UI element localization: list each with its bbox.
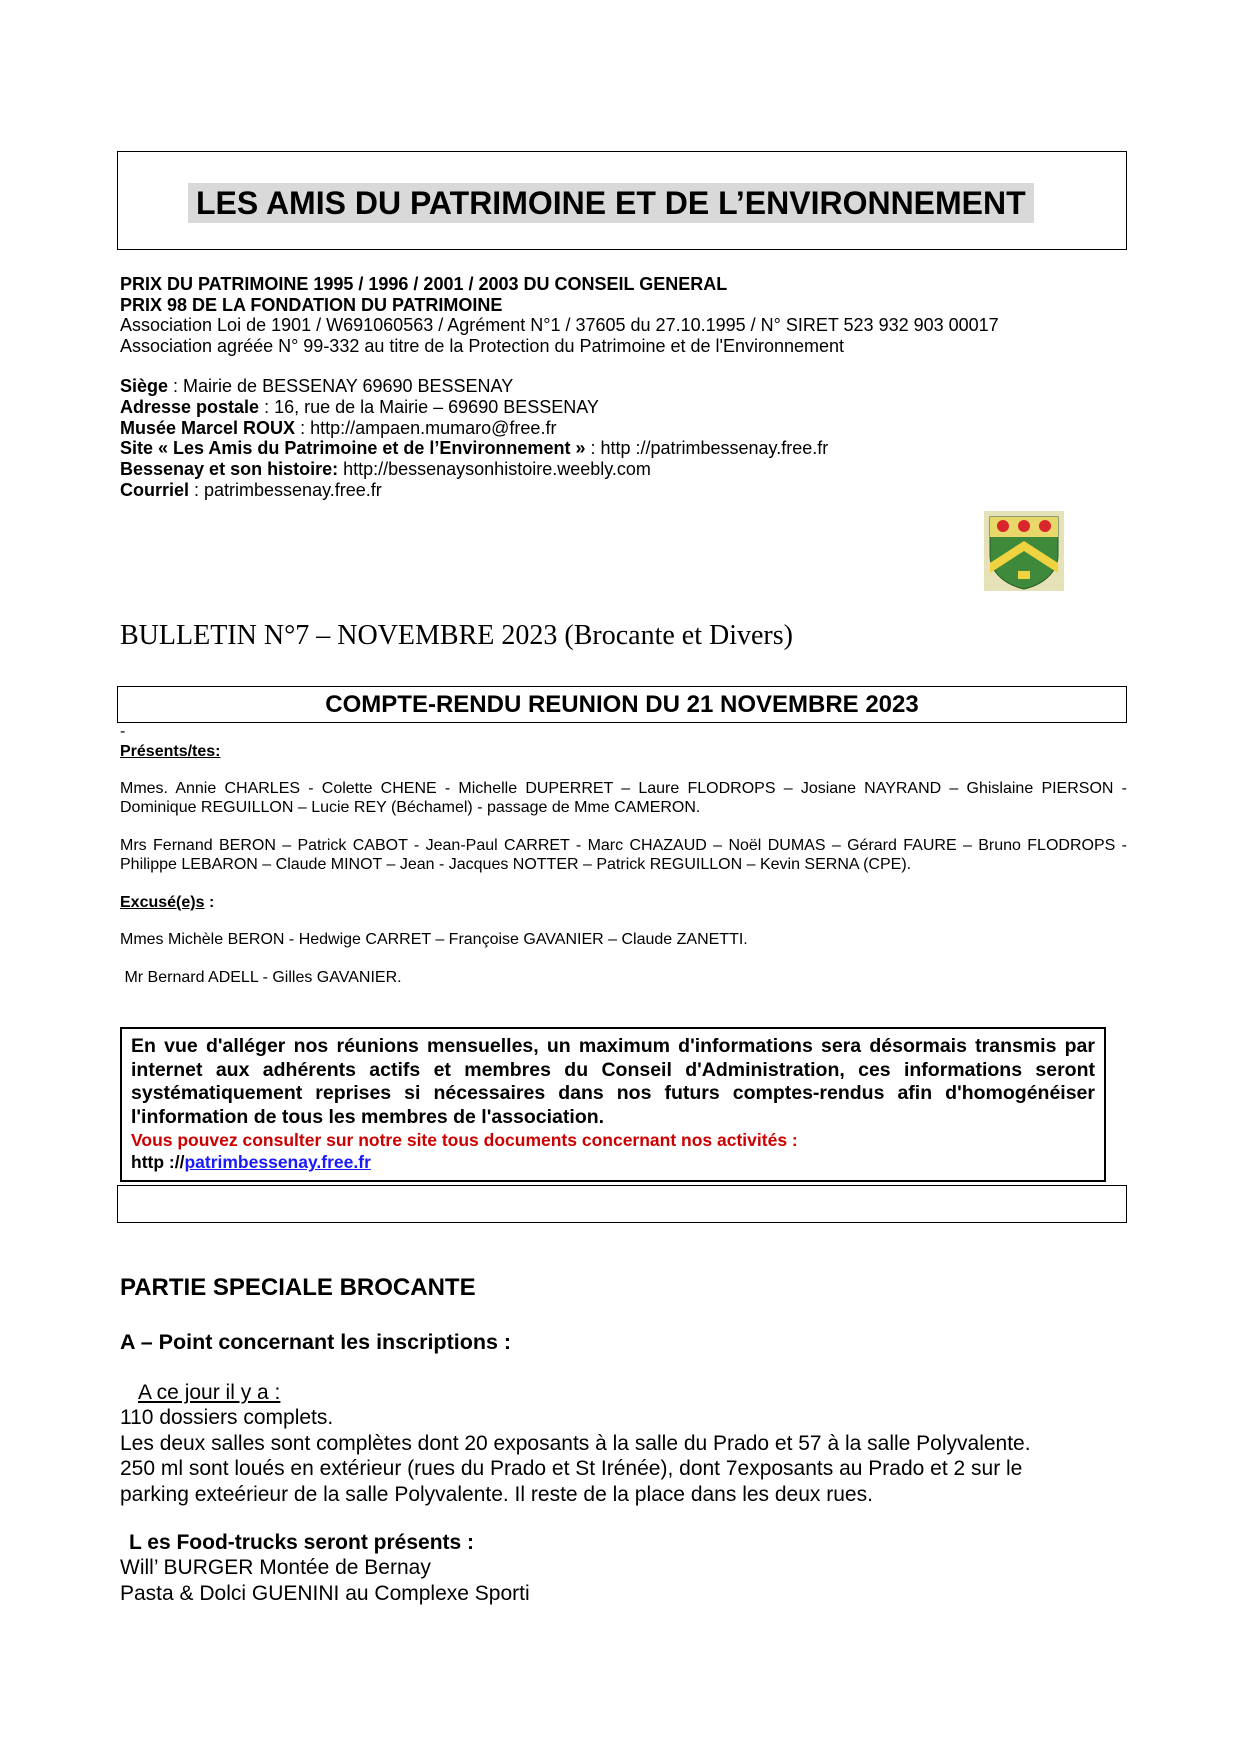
contact-block: [120, 376, 1120, 501]
list-item: 110 dossiers complets.: [120, 1406, 334, 1429]
contact-adresse: Adresse postale : 16, rue de la Mairie – 69690 BESSENAY: [120, 396, 599, 417]
contact-musee: Musée Marcel ROUX : http://ampaen.mumaro@free.fr: [120, 417, 557, 438]
excuses-mr: Mr Bernard ADELL - Gilles GAVANIER.: [120, 969, 402, 986]
presents-mmes: Mmes. Annie CHARLES - Colette CHENE - Michelle DUPERRET – Laure FLODROPS – Josiane NAYRAND – Ghislaine PIERSON - Dominique REGUILLON – Lucie REY (Béchamel) - passage de Mme CAMERON.: [120, 780, 1127, 816]
contact-histoire: Bessenay et son histoire: http://bessenaysonhistoire.weebly.com: [120, 459, 651, 480]
header-box: [117, 151, 1127, 250]
association-registration: Association Loi de 1901 / W691060563 / Agrément N°1 / 37605 du 27.10.1995 / N° SIRET 523 932 903 00017: [120, 315, 999, 336]
list-item: Les deux salles sont complètes dont 20 exposants à la salle du Prado et 57 à la salle Polyvalente.: [120, 1431, 1031, 1455]
a-ce-jour: A ce jour il y a :: [138, 1381, 281, 1404]
site-link[interactable]: patrimbessenay.free.fr: [184, 1152, 371, 1172]
notice-text: En vue d'alléger nos réunions mensuelles, un maximum d'informations sera désormais transmis par internet aux adhérents actifs et membres du Conseil d'Administration, ces informations seront systématiquement reprises si nécessaires dans nos futurs comptes-rendus afin d'homogénéiser l'information de tous les membres de l'association.: [131, 1035, 1095, 1128]
list-item: Pasta & Dolci GUENINI au Complexe Sporti: [120, 1581, 530, 1605]
section-a-heading: A – Point concernant les inscriptions :: [120, 1330, 512, 1354]
bulletin-title: BULLETIN N°7 – NOVEMBRE 2023 (Brocante et Divers): [120, 620, 793, 651]
association-title: LES AMIS DU PATRIMOINE ET DE L’ENVIRONNEMENT: [188, 183, 1034, 223]
notice-link-line: http ://patrimbessenay.free.fr: [131, 1152, 371, 1172]
excuses-heading: Excusé(e)s :: [120, 894, 215, 911]
prize-line-2: PRIX 98 DE LA FONDATION DU PATRIMOINE: [120, 294, 503, 315]
association-approval: Association agréée N° 99-332 au titre de la Protection du Patrimoine et de l'Environnement: [120, 335, 845, 356]
inscription-lines: [120, 1405, 1130, 1507]
food-trucks-heading: L es Food-trucks seront présents :: [129, 1531, 475, 1554]
presents-heading: Présents/tes:: [120, 743, 221, 760]
list-item: parking exteérieur de la salle Polyvalente. Il reste de la place dans les deux rues.: [120, 1482, 873, 1506]
contact-site: Site « Les Amis du Patrimoine et de l’Environnement » : http ://patrimbessenay.free.fr: [120, 438, 829, 459]
compte-rendu-heading: COMPTE-RENDU REUNION DU 21 NOVEMBRE 2023: [117, 686, 1127, 723]
presents-mrs: Mrs Fernand BERON – Patrick CABOT - Jean-Paul CARRET - Marc CHAZAUD – Noël DUMAS – Gérard FAURE – Bruno FLODROPS - Philippe LEBARON – Claude MINOT – Jean - Jacques NOTTER – Patrick REGUILLON – Kevin SERNA (CPE).: [120, 837, 1127, 873]
contact-siege: Siège : Mairie de BESSENAY 69690 BESSENAY: [120, 376, 514, 396]
food-trucks-list: [120, 1555, 530, 1606]
notice-box: [120, 1027, 1106, 1182]
prize-line-1: PRIX DU PATRIMOINE 1995 / 1996 / 2001 / 2003 DU CONSEIL GENERAL: [120, 274, 728, 294]
coat-of-arms-icon: [984, 511, 1064, 591]
brocante-title: PARTIE SPECIALE BROCANTE: [120, 1274, 476, 1301]
contact-courriel: Courriel : patrimbessenay.free.fr: [120, 479, 382, 500]
empty-box: [117, 1185, 1127, 1223]
dash-marker: -: [120, 723, 126, 740]
excuses-mmes: Mmes Michèle BERON - Hedwige CARRET – Françoise GAVANIER – Claude ZANETTI.: [120, 931, 748, 948]
list-item: Will’ BURGER Montée de Bernay: [120, 1556, 431, 1579]
notice-red-text: Vous pouvez consulter sur notre site tous documents concernant nos activités :: [131, 1130, 798, 1150]
association-info: [120, 274, 1120, 356]
list-item: 250 ml sont loués en extérieur (rues du Prado et St Irénée), dont 7exposants au Prado et 2 sur le: [120, 1457, 1023, 1480]
